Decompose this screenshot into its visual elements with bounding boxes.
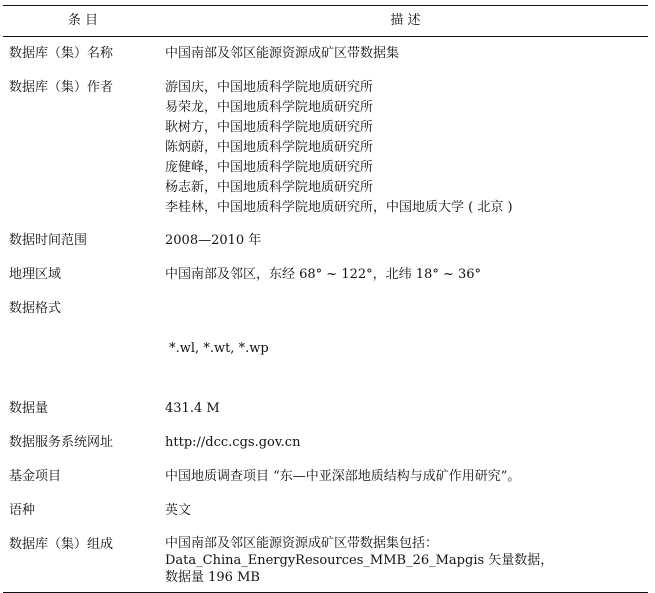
value-line: 易荣龙，中国地质科学院地质研究所 — [165, 100, 374, 115]
row-language — [3, 501, 648, 535]
value-line: 2008—2010 年 — [165, 233, 262, 248]
value-line: 英文 — [165, 503, 192, 518]
url-link[interactable]: http://dcc.cgs.gov.cn — [165, 435, 301, 450]
value-line: 游国庆，中国地质科学院地质研究所 — [165, 80, 374, 95]
row-format — [3, 299, 648, 399]
value-line: 李桂林，中国地质科学院地质研究所，中国地质大学 ( 北京 ) — [165, 200, 513, 215]
value-line: 庞健峰，中国地质科学院地质研究所 — [165, 160, 374, 175]
row-value — [163, 467, 648, 501]
row-value — [163, 265, 648, 299]
row-label: 数据量 — [9, 401, 49, 416]
row-value — [163, 299, 648, 399]
row-funding — [3, 467, 648, 501]
row-label: 数据时间范围 — [9, 233, 88, 248]
row-label: 数据服务系统网址 — [9, 435, 114, 450]
value-line: 杨志新，中国地质科学院地质研究所 — [165, 180, 374, 195]
value-line: 中国南部及邻区能源资源成矿区带数据集包括： — [165, 536, 439, 551]
row-region — [3, 265, 648, 299]
row-value — [163, 535, 648, 593]
value-line: 耿树方，中国地质科学院地质研究所 — [165, 120, 374, 135]
row-time-range — [3, 231, 648, 265]
header-row — [3, 6, 648, 37]
value-line: 数据量 196 MB — [165, 570, 260, 585]
row-size — [3, 399, 648, 433]
row-name — [3, 37, 648, 72]
row-value — [163, 433, 648, 467]
row-url — [3, 433, 648, 467]
row-label: 数据格式 — [9, 301, 62, 316]
row-composition — [3, 535, 648, 593]
row-label: 数据库（集）作者 — [9, 80, 114, 95]
metadata-table — [3, 5, 648, 593]
row-label: 基金项目 — [9, 469, 62, 484]
value-line: 431.4 M — [165, 401, 220, 416]
value-line: 中国地质调查项目 “东—中亚深部地质结构与成矿作用研究”。 — [165, 469, 521, 484]
value-line: 陈炳蔚，中国地质科学院地质研究所 — [165, 140, 374, 155]
row-value — [163, 399, 648, 433]
row-value — [163, 501, 648, 535]
header-item: 条 目 — [3, 6, 163, 37]
value-line: 中国南部及邻区，东经 68° ~ 122°，北纬 18° ~ 36° — [165, 267, 482, 282]
row-label: 语种 — [9, 503, 36, 518]
value-line: *.wl, *.wt, *.wp — [165, 341, 269, 356]
row-label: 数据库（集）名称 — [9, 46, 114, 61]
row-value — [163, 231, 648, 265]
value-line: Data_China_EnergyResources_MMB_26_Mapgis 矢量数据， — [165, 553, 554, 568]
row-label: 数据库（集）组成 — [3, 535, 163, 593]
row-value — [163, 37, 648, 72]
row-label: 地理区域 — [9, 267, 62, 282]
row-value — [163, 71, 648, 231]
value-line: 中国南部及邻区能源资源成矿区带数据集 — [165, 46, 400, 61]
row-authors — [3, 71, 648, 231]
header-description: 描 述 — [163, 6, 648, 37]
